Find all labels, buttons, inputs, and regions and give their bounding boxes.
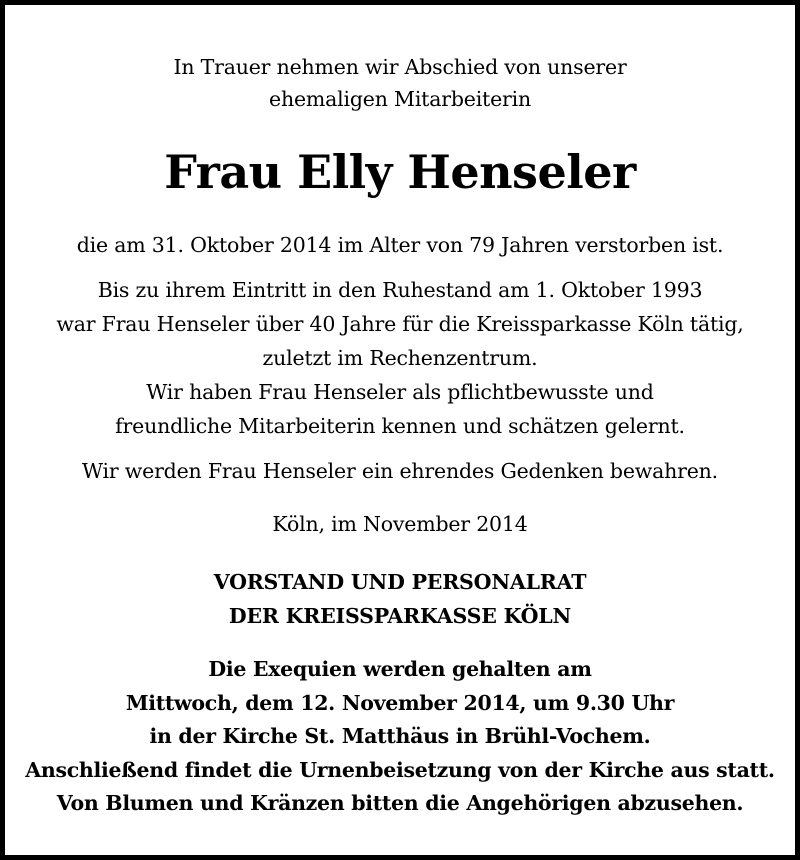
funeral-line: Anschließend findet die Urnenbeisetzung von der Kirche aus statt.: [25, 757, 775, 782]
funeral-line: Von Blumen und Kränzen bitten die Angehörigen abzusehen.: [56, 791, 744, 815]
funeral-line: Die Exequien werden gehalten am: [208, 657, 592, 681]
career-line: Wir haben Frau Henseler als pflichtbewusste und: [146, 380, 654, 404]
funeral-line: Mittwoch, dem 12. November 2014, um 9.30 Uhr: [125, 690, 675, 715]
career-line: freundliche Mitarbeiterin kennen und schätzen gelernt.: [115, 414, 685, 438]
signature-line: VORSTAND UND PERSONALRAT: [213, 570, 587, 594]
intro-line: ehemaligen Mitarbeiterin: [269, 87, 531, 111]
death-notice: die am 31. Oktober 2014 im Alter von 79 Jahren verstorben ist.: [76, 233, 724, 257]
signature-line: DER KREISSPARKASSE KÖLN: [228, 604, 572, 628]
intro-text: [5, 51, 795, 115]
place-date: Köln, im November 2014: [272, 512, 528, 536]
memory-text: Wir werden Frau Henseler ein ehrendes Gedenken bewahren.: [82, 459, 718, 483]
career-line: zuletzt im Rechenzentrum.: [262, 346, 538, 370]
career-text: [5, 273, 795, 443]
intro-line: In Trauer nehmen wir Abschied von unserer: [173, 55, 627, 79]
funeral-line: in der Kirche St. Matthäus in Brühl-Vochem.: [149, 724, 651, 748]
career-line: Bis zu ihrem Eintritt in den Ruhestand am 1. Oktober 1993: [97, 278, 703, 302]
deceased-name: Frau Elly Henseler: [164, 145, 636, 199]
career-line: war Frau Henseler über 40 Jahre für die Kreissparkasse Köln tätig,: [56, 312, 744, 336]
funeral-info: [5, 653, 795, 821]
signature-block: [5, 565, 795, 633]
